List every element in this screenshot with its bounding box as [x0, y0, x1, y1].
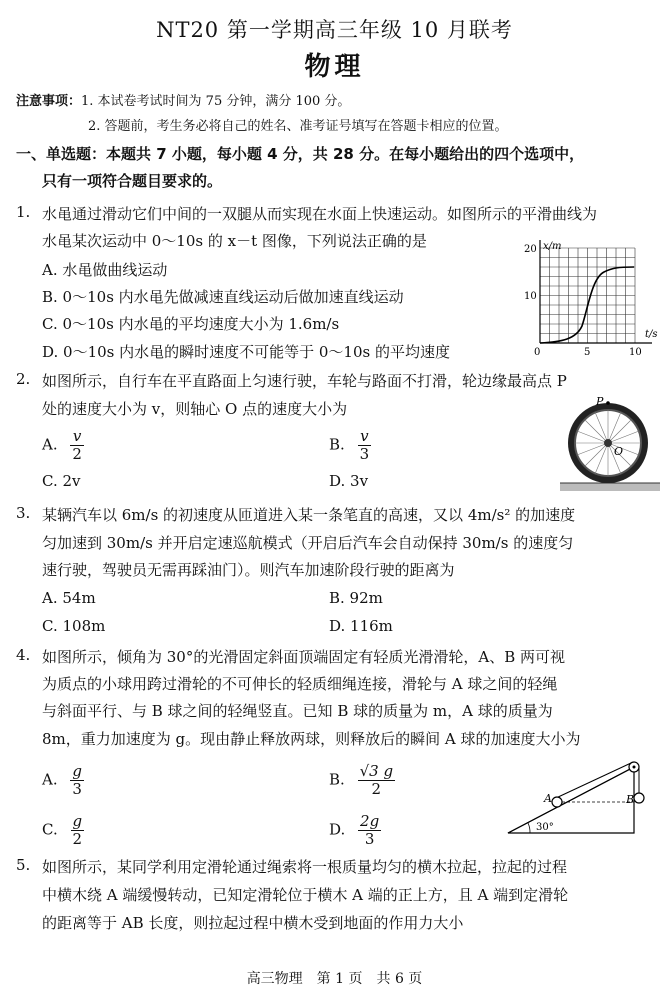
incline-ball-b: B — [626, 793, 635, 806]
q4-option-d-denominator: 3 — [364, 830, 375, 848]
q4-option-a-denominator: 3 — [72, 780, 82, 798]
q5-line3: 的距离等于 AB 长度，则拉起过程中横木受到地面的作用力大小 — [42, 914, 464, 932]
section-heading-line2: 只有一项符合题目要求的。 — [42, 172, 223, 190]
q4-option-b-label: B. — [329, 770, 345, 789]
q4-option-d-label: D. — [329, 820, 346, 839]
q4-option-c — [42, 813, 84, 848]
q4-option-c-label: C. — [42, 820, 58, 839]
q4-line2: 为质点的小球用跨过滑轮的不可伸长的轻质细绳连接，滑轮与 A 球之间的轻绳 — [42, 675, 558, 693]
q4-option-d — [329, 813, 381, 848]
q2-option-a-fraction — [70, 428, 84, 463]
exam-title: NT20 第一学期高三年级 10 月联考 — [156, 18, 513, 42]
q5-line1: 如图所示，某同学利用定滑轮通过绳索将一根质量均匀的横木拉起，拉起的过程 — [42, 858, 568, 876]
graph-ytick-20: 20 — [524, 244, 537, 255]
q4-option-c-denominator: 2 — [72, 830, 83, 848]
q3-option-a: A. 54m — [42, 589, 96, 607]
graph-ylabel: x/m — [543, 241, 562, 252]
q4-option-a-fraction — [70, 763, 84, 798]
q3-line1: 某辆汽车以 6m/s 的初速度从匝道进入某一条笔直的高速，又以 4m/s² 的加速度 — [42, 506, 576, 524]
q4-option-b-fraction — [358, 763, 395, 798]
q2-line2: 处的速度大小为 v，则轴心 O 点的速度大小为 — [42, 400, 348, 418]
graph-xtick-5: 5 — [584, 347, 591, 358]
page-footer: 高三物理 第 1 页 共 6 页 — [246, 971, 423, 987]
graph-xtick-10: 10 — [629, 347, 642, 358]
q1-number: 1. — [16, 203, 31, 221]
q4-number: 4. — [16, 646, 31, 664]
q3-option-c: C. 108m — [42, 617, 106, 635]
q4-option-a — [42, 763, 84, 798]
q4-option-a-numerator: g — [72, 762, 82, 780]
q2-line1: 如图所示，自行车在平直路面上匀速行驶，车轮与路面不打滑，轮边缘最高点 P — [42, 372, 567, 390]
q1-option-d: D. 0～10s 内水黾的瞬时速度不可能等于 0～10s 的平均速度 — [42, 343, 450, 361]
bicycle-wheel-figure — [556, 395, 662, 495]
q4-option-b-denominator: 2 — [371, 780, 382, 798]
q3-option-b: B. 92m — [329, 589, 383, 607]
q1-line2: 水黾某次运动中 0～10s 的 x－t 图像，下列说法正确的是 — [42, 232, 427, 250]
q4-option-d-numerator: 2g — [360, 812, 380, 830]
q2-option-a-denominator: 2 — [72, 445, 82, 463]
q2-option-a-label: A. — [42, 435, 58, 454]
q4-option-c-numerator: g — [72, 812, 83, 830]
q1-option-a: A. 水黾做曲线运动 — [42, 261, 168, 279]
subject-title: 物理 — [304, 52, 365, 82]
q4-option-b — [329, 763, 395, 798]
q2-option-b — [329, 428, 371, 463]
q4-option-c-fraction — [71, 813, 85, 848]
notes-item-2: 2. 答题前，考生务必将自己的姓名、准考证号填写在答题卡相应的位置。 — [88, 119, 508, 134]
incline-angle: 30° — [536, 822, 554, 833]
q2-option-b-numerator: v — [358, 428, 372, 446]
q2-option-d: D. 3v — [329, 472, 369, 490]
graph-xlabel: t/s — [645, 329, 658, 340]
q4-line1: 如图所示，倾角为 30°的光滑固定斜面顶端固定有轻质光滑滑轮，A、B 两可视 — [42, 648, 565, 666]
q1-option-b: B. 0～10s 内水黾先做减速直线运动后做加速直线运动 — [42, 288, 404, 306]
wheel-point-p: P — [596, 395, 604, 408]
q1-option-c: C. 0～10s 内水黾的平均速度大小为 1.6m/s — [42, 315, 340, 333]
q4-line3: 与斜面平行、与 B 球之间的轻绳竖直。已知 B 球的质量为 m，A 球的质量为 — [42, 702, 553, 720]
notes-block — [16, 90, 350, 109]
q2-option-c: C. 2v — [42, 472, 81, 490]
xt-graph — [512, 238, 664, 362]
notes-label: 注意事项： — [16, 94, 82, 109]
q2-option-a — [42, 428, 84, 463]
q4-option-d-fraction — [358, 813, 381, 848]
q1-line1: 水黾通过滑动它们中间的一双腿从而实现在水面上快速运动。如图所示的平滑曲线为 — [42, 205, 598, 223]
section-heading-line1: 一、单选题：本题共 7 小题，每小题 4 分，共 28 分。在每小题给出的四个选项中， — [16, 145, 585, 163]
incline-figure — [504, 755, 648, 839]
q2-option-b-label: B. — [329, 435, 345, 454]
graph-origin: 0 — [534, 347, 541, 358]
q3-option-d: D. 116m — [329, 617, 393, 635]
graph-ytick-10: 10 — [524, 291, 537, 302]
q5-line2: 中横木绕 A 端缓慢转动，已知定滑轮位于横木 A 端的正上方，且 A 端到定滑轮 — [42, 886, 569, 904]
q3-line2: 匀加速到 30m/s 并开启定速巡航模式（开启后汽车会自动保持 30m/s 的速度匀 — [42, 534, 574, 552]
q3-line3: 速行驶，驾驶员无需再踩油门）。则汽车加速阶段行驶的距离为 — [42, 561, 455, 579]
incline-ball-a: A — [544, 792, 552, 805]
q4-option-a-label: A. — [42, 770, 58, 789]
q3-number: 3. — [16, 504, 31, 522]
q2-option-b-fraction — [358, 428, 372, 463]
q4-line4: 8m，重力加速度为 g。现由静止释放两球，则释放后的瞬间 A 球的加速度大小为 — [42, 730, 581, 748]
q5-number: 5. — [16, 856, 31, 874]
q4-option-b-numerator: √3 g — [359, 762, 394, 780]
q2-number: 2. — [16, 370, 31, 388]
q2-option-a-numerator: v — [70, 428, 84, 446]
notes-item-1: 1. 本试卷考试时间为 75 分钟，满分 100 分。 — [81, 94, 351, 109]
q2-option-b-denominator: 3 — [359, 445, 370, 463]
wheel-point-o: O — [614, 445, 624, 458]
